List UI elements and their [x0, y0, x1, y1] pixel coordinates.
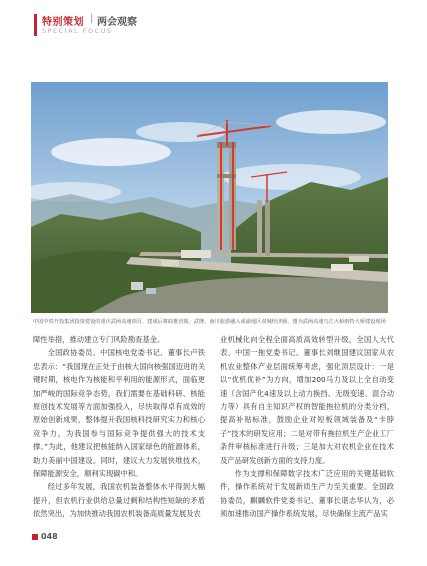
paragraph: 作为支撑和保障数字技术广泛应用的关键基础软件，操作系统对于发展新质生产力至关重要。全国政协委员，麒麟软件党委书记、董事长谌志华认为，必须加速推动国产操作系统发展，尽快确保主流产品实 — [220, 469, 394, 519]
article-column-right — [220, 333, 394, 521]
paragraph: 经过多年发展，我国农机装备整体水平得到大幅提升，但农机行业供给总量过剩和结构性短缺的矛盾依然突出，为加快推动我国农机装备高质量发展及农 — [33, 482, 205, 519]
section-header — [34, 11, 394, 37]
section-title: 特别策划 — [42, 17, 84, 28]
page-number-marker — [32, 534, 38, 540]
section-marker-bar — [34, 14, 37, 36]
bridge-construction-photo — [31, 82, 388, 313]
paragraph: 业机械化向全程全面高质高效转型升级，全国人大代表、中国一拖党委书记、董事长刘继国建议国家从农机农业整体产业层面统筹考虑，强化顶层设计：一是以“优机优补”为方向，增加200马力及以上全自动变速（含国产化4速及以上动力换挡、无级变速、混合动力等）具有自主知识产权的智能拖拉机的分类分档，提高补贴标准，鼓励企业对短板领域装备及“卡脖子”技术的研发应用；二是对带有拖拉机生产企业工厂条件审核标准进行升级；三是加大对农机企业在技术及产品研发创新方面的支持力度。 — [220, 335, 394, 465]
section-separator: | — [90, 13, 94, 24]
paragraph: 障性举措，推动建立专门风险勘查基金。 — [33, 335, 165, 344]
photo-caption: 中国中铁开投集团投资建设的重庆武两高速项目，建成后将助推涪陵、武隆、南川旅游融入成渝地区双城经济圈，图为武两高速乌江大桥雨特大桥建设现场 — [33, 319, 386, 325]
article-column-left — [33, 333, 205, 521]
section-subtitle: 两会观察 — [97, 17, 137, 28]
paragraph: 全国政协委员、中国核电党委书记、董事长卢铁忠表示：“我国现在正处于由核大国向核强国迈进的关键时期，核电作为核能和平利用的能源形式，面临更加严峻的国际竞争态势，我们需要在基础科研、核能原创技术发展等方面加强投入，尽快取得卓有成效的原始创新成果，整体提升我国核科技研究实力和核心竞争力，为我国参与国际竞争提供强大的技术支撑。”为此，他建议把核能纳入国家绿色的能源体系，助力美丽中国建设。同时，建议大力发展快堆技术，保障能源安全，顺利实现碳中和。 — [33, 348, 205, 479]
page-number — [32, 532, 58, 541]
page-number-text: 048 — [41, 532, 58, 541]
bridge-photo-illustration — [31, 82, 388, 313]
section-english-title: SPECIAL FOCUS — [42, 27, 113, 35]
